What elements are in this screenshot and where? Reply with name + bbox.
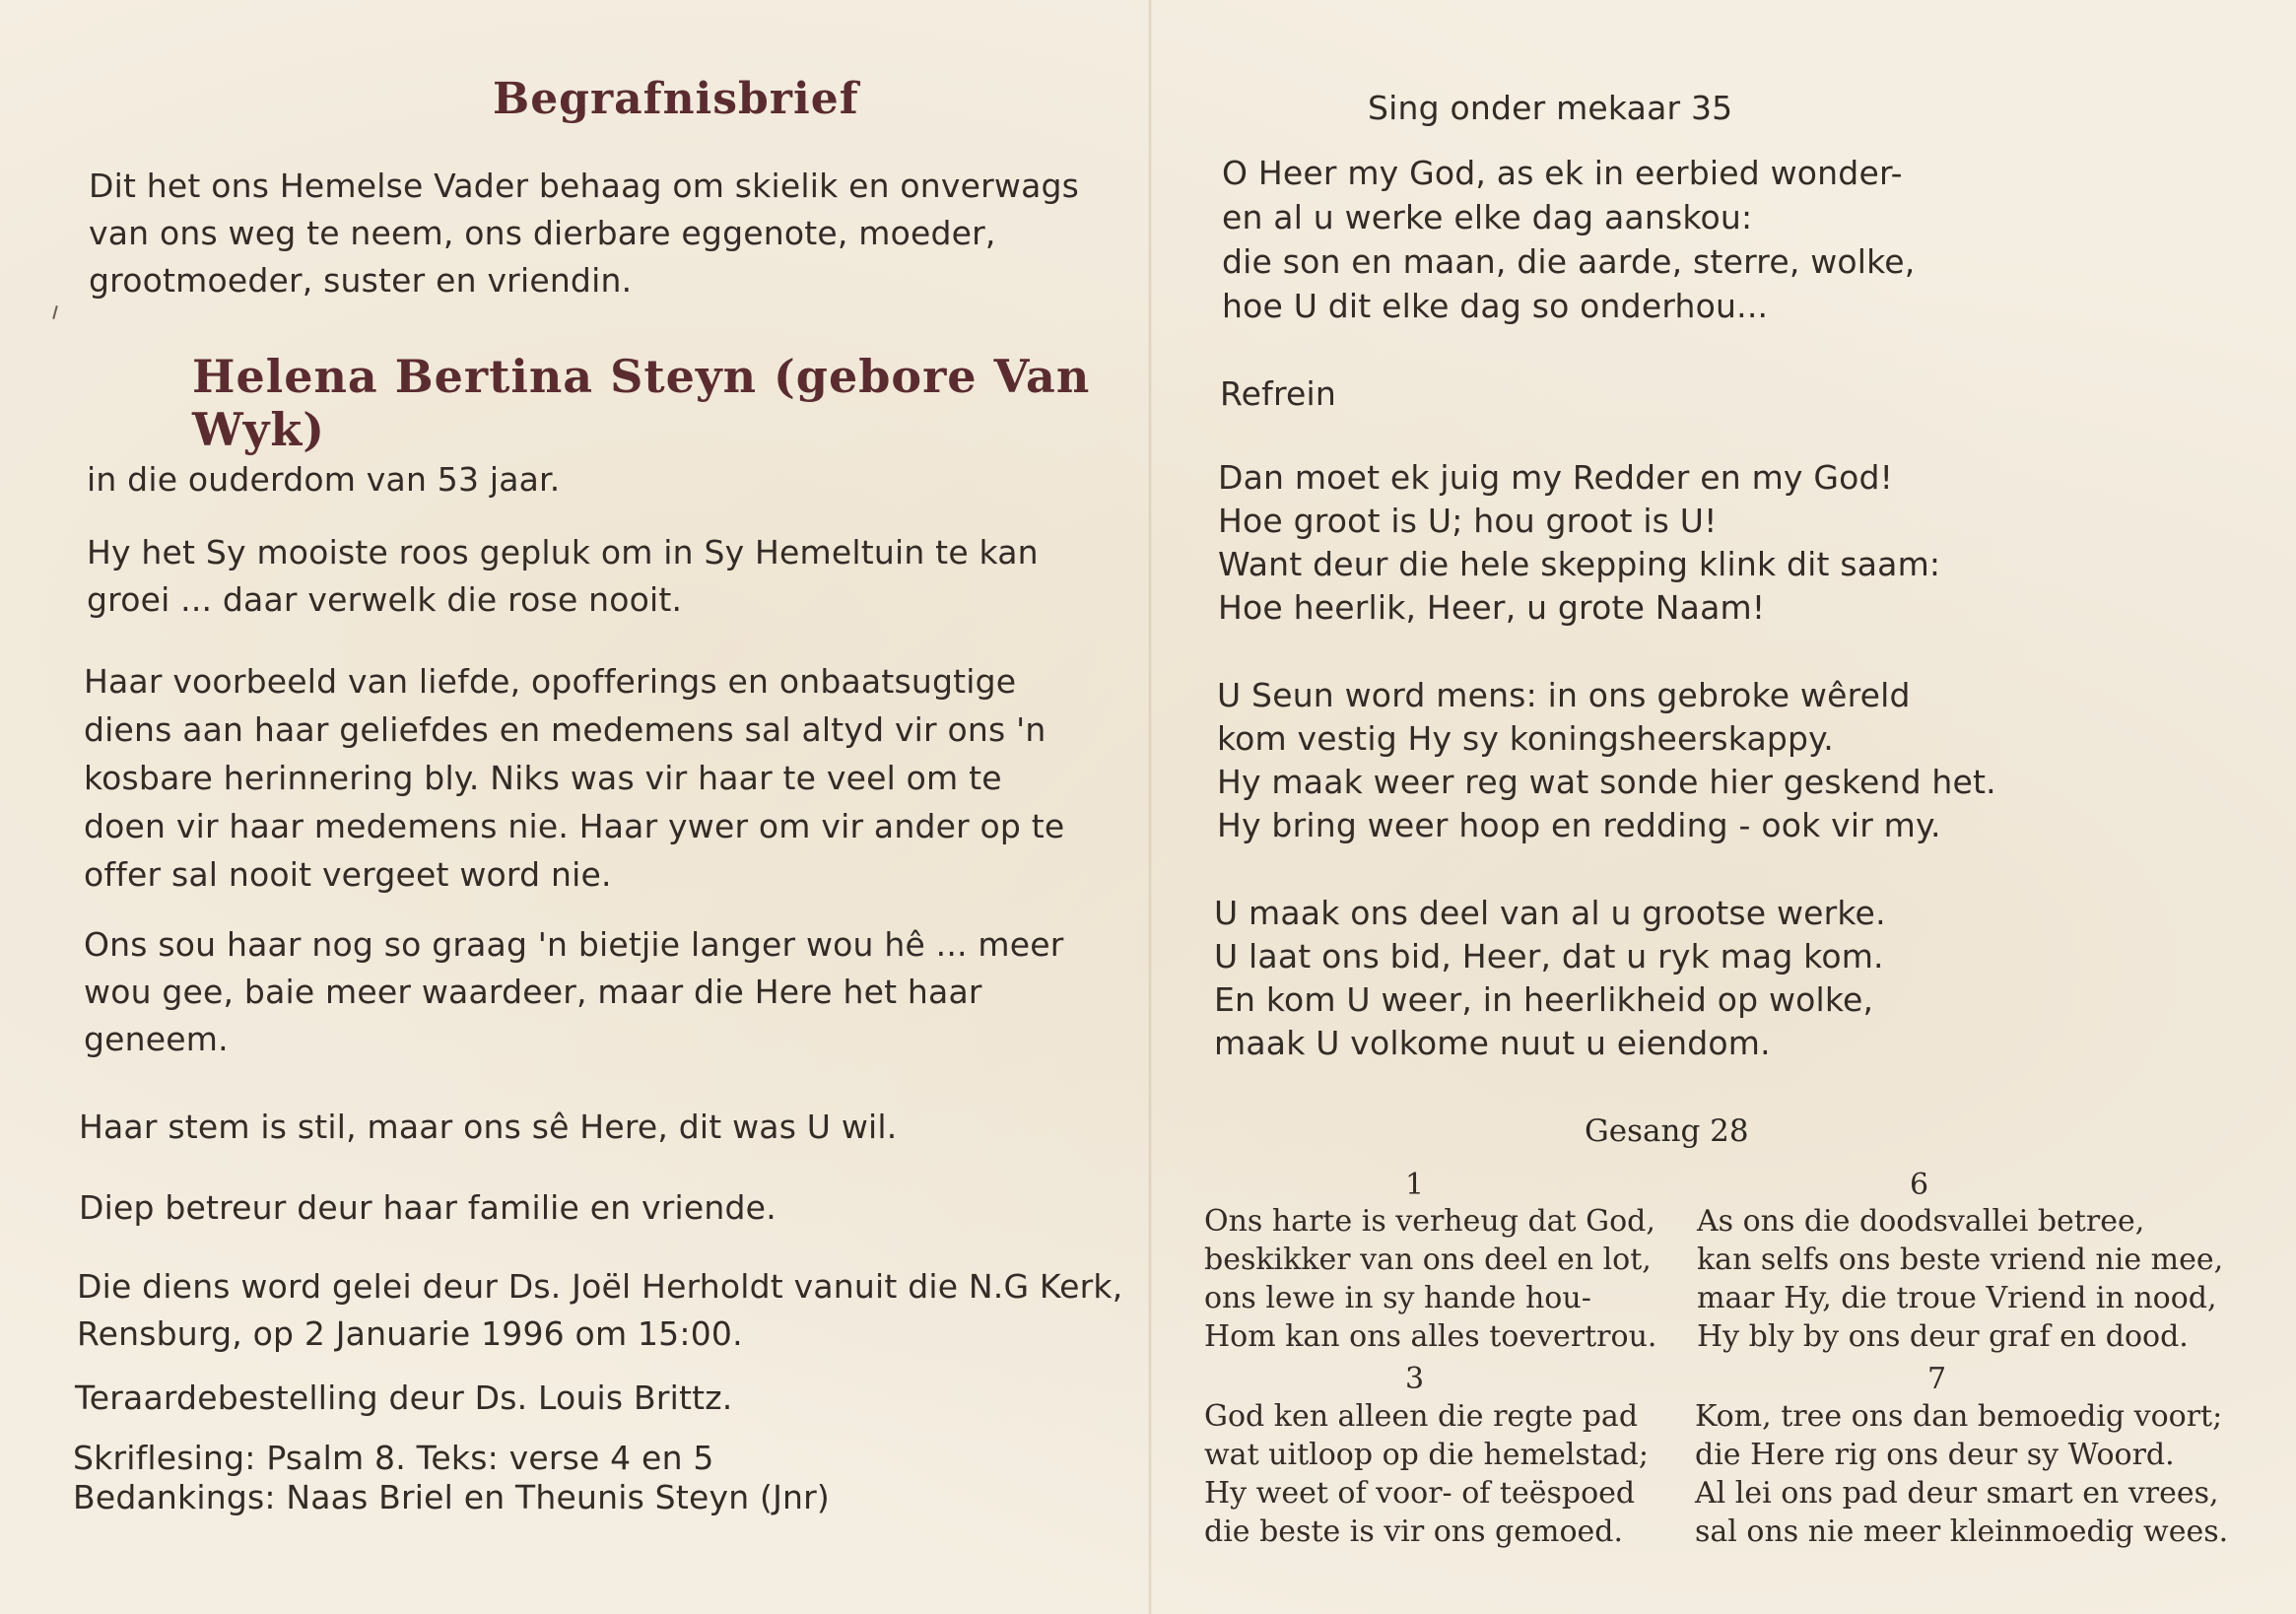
deceased-name: Helena Bertina Steyn (gebore Van Wyk) <box>192 350 1091 456</box>
refrain-line: Dan moet ek juig my Redder en my God! <box>1218 458 1894 497</box>
service-paragraph <box>77 1263 1122 1358</box>
verse-line: die son en maan, die aarde, sterre, wolke, <box>1222 242 1916 281</box>
example-paragraph <box>84 657 1064 899</box>
refrain-line: Hoe groot is U; hou groot is U! <box>1218 502 1718 540</box>
center-fold <box>1148 0 1152 1614</box>
verse-line: Hy maak weer reg wat sonde hier geskend het. <box>1217 763 1996 801</box>
stanza-line: Kom, tree ons dan bemoedig voort; <box>1695 1399 2223 1434</box>
stanza-number: 3 <box>1405 1362 1425 1396</box>
stanza-number: 6 <box>1910 1168 1929 1202</box>
refrain-line: Want deur die hele skepping klink dit saam: <box>1218 545 1941 583</box>
song-verse-2 <box>1217 674 1996 847</box>
refrain-line: Hoe heerlik, Heer, u grote Naam! <box>1218 588 1766 627</box>
hymn-stanza-1 <box>1204 1202 1656 1356</box>
hymn-stanza-3 <box>1204 1397 1649 1551</box>
left-panel <box>0 0 1143 1614</box>
longer-line: wou gee, baie meer waardeer, maar die Here het haar <box>84 973 982 1011</box>
thanks-line: Bedankings: Naas Briel en Theunis Steyn (Jnr) <box>73 1478 830 1516</box>
verse-line: en al u werke elke dag aanskou: <box>1222 198 1753 236</box>
refrain-label: Refrein <box>1220 374 1336 413</box>
stanza-line: sal ons nie meer kleinmoedig wees. <box>1695 1514 2229 1549</box>
example-line: doen vir haar medemens nie. Haar ywer om vir ander op te <box>84 807 1065 845</box>
verse-line: hoe U dit elke dag so onderhou... <box>1222 287 1769 325</box>
right-panel <box>1153 0 2296 1614</box>
mourned-line: Diep betreur deur haar familie en vriende. <box>79 1188 777 1227</box>
stanza-line: kan selfs ons beste vriend nie mee, <box>1697 1243 2224 1277</box>
verse-line: O Heer my God, as ek in eerbied wonder- <box>1222 154 1903 192</box>
song-verse-3 <box>1214 892 1886 1065</box>
longer-line: Ons sou haar nog so graag 'n bietjie langer wou hê ... meer <box>84 925 1064 964</box>
intro-line: van ons weg te neem, ons dierbare eggenote, moeder, <box>89 214 996 252</box>
verse-line: Hy bring weer hoop en redding - ook vir my. <box>1217 806 1941 844</box>
service-line: Die diens word gelei deur Ds. Joël Herholdt vanuit die N.G Kerk, <box>77 1267 1123 1306</box>
stanza-line: ons lewe in sy hande hou- <box>1204 1281 1591 1315</box>
intro-paragraph <box>89 163 1079 304</box>
intro-line: grootmoeder, suster en vriendin. <box>89 261 633 300</box>
stanza-line: God ken alleen die regte pad <box>1204 1399 1639 1434</box>
intro-line: Dit het ons Hemelse Vader behaag om skielik en onverwags <box>89 167 1080 205</box>
verse-line: maak U volkome nuut u eiendom. <box>1214 1024 1771 1062</box>
longer-line: geneem. <box>84 1020 229 1058</box>
song-title: Sing onder mekaar 35 <box>1368 89 1733 127</box>
readings-block <box>73 1439 830 1517</box>
example-line: offer sal nooit vergeet word nie. <box>84 855 612 894</box>
stanza-line: Hy weet of voor- of teëspoed <box>1204 1476 1636 1511</box>
rose-paragraph <box>87 529 1039 624</box>
service-line: Rensburg, op 2 Januarie 1996 om 15:00. <box>77 1314 743 1353</box>
verse-line: kom vestig Hy sy koningsheerskappy. <box>1217 719 1834 758</box>
refrain-verse <box>1218 456 1940 630</box>
example-line: kosbare herinnering bly. Niks was vir haar te veel om te <box>84 759 1002 797</box>
stanza-line: die Here rig ons deur sy Woord. <box>1695 1438 2175 1472</box>
stanza-line: Ons harte is verheug dat God, <box>1204 1204 1655 1239</box>
stray-mark <box>52 305 58 319</box>
stanza-line: die beste is vir ons gemoed. <box>1204 1514 1624 1549</box>
example-line: Haar voorbeeld van liefde, opofferings en onbaatsugtige <box>84 662 1017 701</box>
stanza-number: 1 <box>1405 1168 1425 1202</box>
stanza-line: Hom kan ons alles toevertrou. <box>1204 1319 1657 1354</box>
stanza-line: Hy bly by ons deur graf en dood. <box>1697 1319 2189 1354</box>
stanza-number: 7 <box>1927 1362 1947 1396</box>
age-line: in die ouderdom van 53 jaar. <box>87 460 561 499</box>
letter-title: Begrafnisbrief <box>493 74 859 124</box>
example-line: diens aan haar geliefdes en medemens sal altyd vir ons 'n <box>84 710 1047 749</box>
rose-line: Hy het Sy mooiste roos gepluk om in Sy Hemeltuin te kan <box>87 533 1039 572</box>
song-verse-1 <box>1222 151 1915 328</box>
stanza-line: beskikker van ons deel en lot, <box>1204 1243 1652 1277</box>
hymn-stanza-7 <box>1695 1397 2228 1551</box>
rose-line: groei ... daar verwelk die rose nooit. <box>87 580 683 619</box>
burial-line: Teraardebestelling deur Ds. Louis Brittz. <box>75 1379 733 1417</box>
stanza-line: maar Hy, die troue Vriend in nood, <box>1697 1281 2217 1315</box>
stanza-line: As ons die doodsvallei betree, <box>1697 1204 2145 1239</box>
verse-line: En kom U weer, in heerlikheid op wolke, <box>1214 980 1874 1019</box>
verse-line: U laat ons bid, Heer, dat u ryk mag kom. <box>1214 937 1884 975</box>
hymn-title: Gesang 28 <box>1585 1113 1749 1149</box>
hymn-stanza-6 <box>1697 1202 2223 1356</box>
verse-line: U maak ons deel van al u grootse werke. <box>1214 894 1886 932</box>
scripture-line: Skriflesing: Psalm 8. Teks: verse 4 en 5 <box>73 1439 714 1477</box>
stanza-line: wat uitloop op die hemelstad; <box>1204 1438 1649 1472</box>
voice-line: Haar stem is stil, maar ons sê Here, dit was U wil. <box>79 1108 898 1146</box>
longer-paragraph <box>84 921 1064 1063</box>
stanza-line: Al lei ons pad deur smart en vrees, <box>1695 1476 2219 1511</box>
verse-line: U Seun word mens: in ons gebroke wêreld <box>1217 676 1911 714</box>
